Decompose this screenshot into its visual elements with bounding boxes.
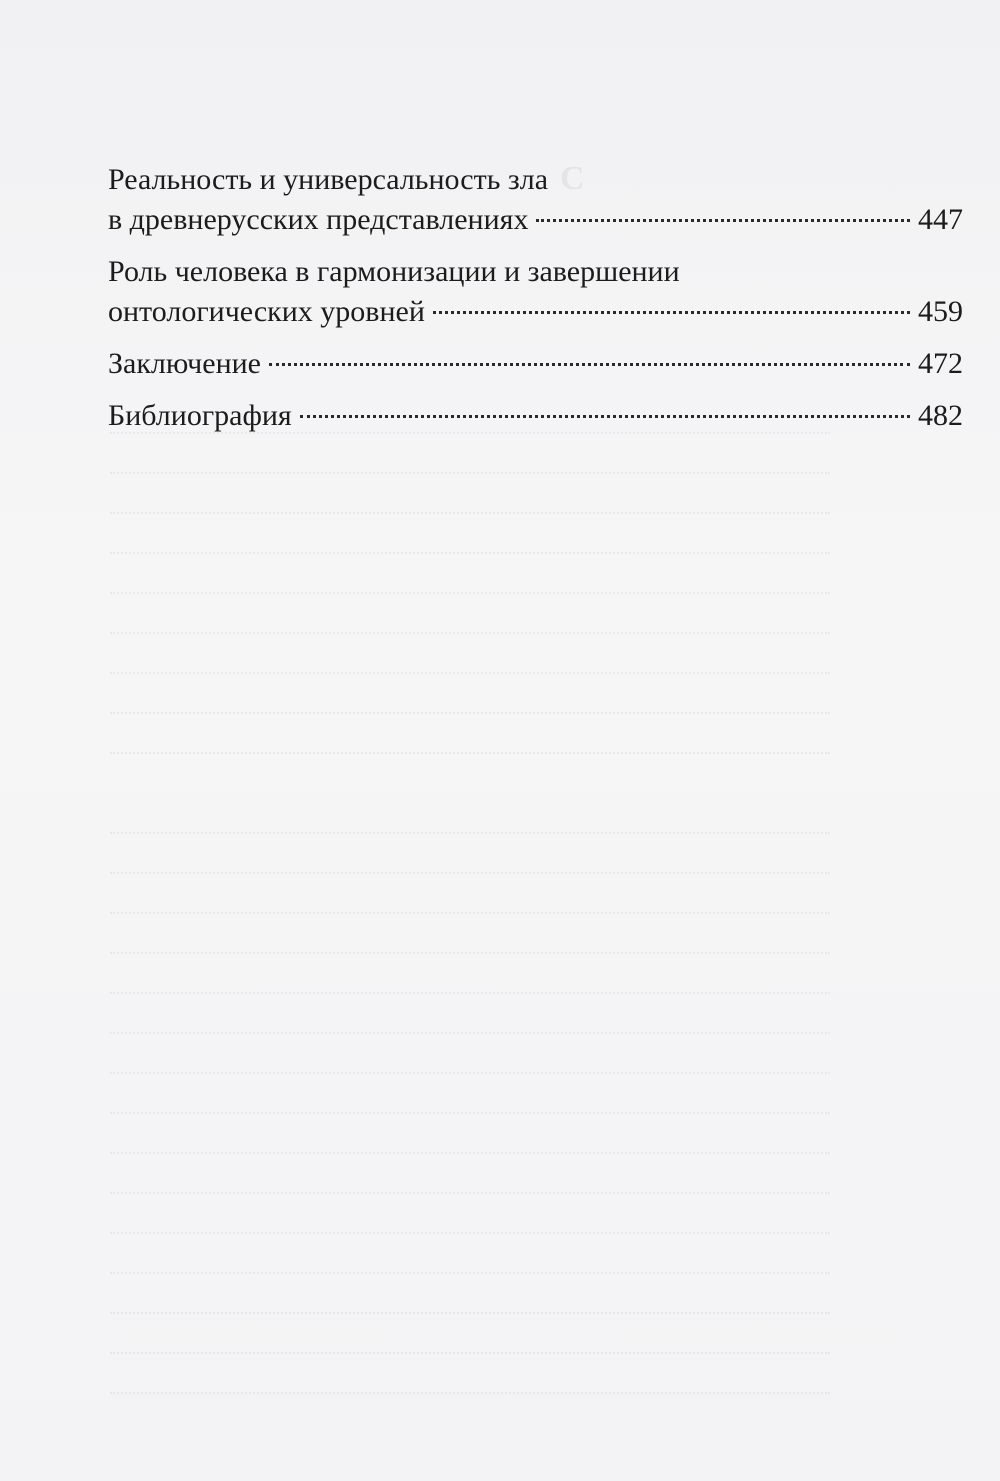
toc-page-number: 447 [918,203,963,236]
toc-entry-title: Библиография [108,399,292,432]
bleed-through-line [110,1272,830,1274]
bleed-through-line [110,632,830,634]
bleed-through-line [110,552,830,554]
toc-entry-title-line-1: Реальность и универсальность зла [108,163,549,196]
dot-leader [433,311,910,314]
dot-leader [536,219,910,222]
bleed-through-line [110,1112,830,1114]
toc-entry-title: Заключение [108,347,261,380]
bleed-through-heading: С [560,160,587,197]
toc-entry [108,396,963,436]
toc-page-number: 482 [918,399,963,432]
bleed-through-line [110,1192,830,1194]
bleed-through-line [110,1392,830,1394]
bleed-through-line [110,832,830,834]
bleed-through-line [110,512,830,514]
bleed-through-line [110,1312,830,1314]
toc-entry-title-line-2: в древнерусских представлениях [108,203,529,236]
bleed-through-line [110,1072,830,1074]
toc-entry-title-line-1: Роль человека в гармонизации и завершении [108,255,680,288]
toc-entry [108,252,963,332]
bleed-through-line [110,1152,830,1154]
toc-entry [108,344,963,384]
dot-leader [269,363,910,366]
bleed-through-line [110,672,830,674]
bleed-through-line [110,872,830,874]
bleed-through-line [110,952,830,954]
dot-leader [300,415,910,418]
bleed-through-line [110,712,830,714]
toc-page-number: 472 [918,347,963,380]
bleed-through-line [110,1352,830,1354]
toc-page-number: 459 [918,295,963,328]
bleed-through-line [110,592,830,594]
table-of-contents [108,160,963,448]
bleed-through-line [110,472,830,474]
bleed-through-line [110,1232,830,1234]
bleed-through-line [110,752,830,754]
bleed-through-line [110,1032,830,1034]
toc-entry [108,160,963,240]
bleed-through-line [110,912,830,914]
bleed-through-line [110,992,830,994]
toc-entry-title-line-2: онтологических уровней [108,295,425,328]
